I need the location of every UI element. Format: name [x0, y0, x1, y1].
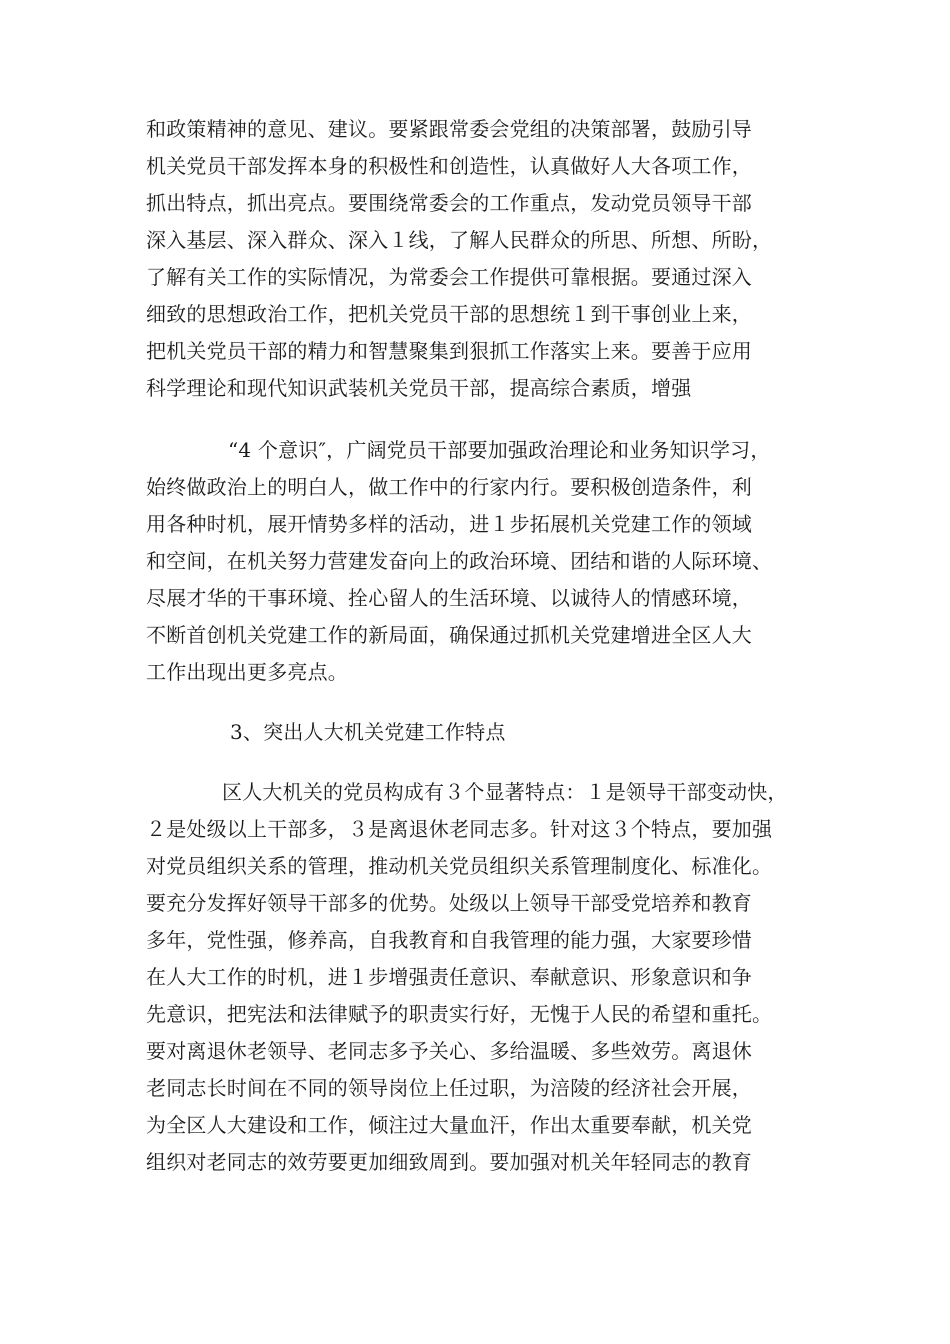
text-line: 深入基层、深入群众、深入１线，了解人民群众的所思、所想、所盼，	[146, 228, 773, 252]
text-line: 工作出现出更多亮点。	[146, 660, 348, 684]
text-line: 科学理论和现代知识武装机关党员干部，提高综合素质，增强	[146, 376, 692, 400]
text-line: 和空间，在机关努力营建发奋向上的政治环境、团结和谐的人际环境、	[146, 549, 773, 573]
text-line: 抓出特点，抓出亮点。要围绕常委会的工作重点，发动党员领导干部	[146, 191, 752, 215]
text-line: 老同志长时间在不同的领导岗位上任过职，为涪陵的经济社会开展，	[146, 1076, 752, 1100]
section-heading: 3、突出人大机关党建工作特点	[230, 720, 506, 744]
text-line: 把机关党员干部的精力和智慧聚集到狠抓工作落实上来。要善于应用	[146, 339, 752, 363]
text-line: 不断首创机关党建工作的新局面，确保通过抓机关党建增进全区人大	[146, 623, 752, 647]
text-line: 先意识，把宪法和法律赋予的职责实行好，无愧于人民的希望和重托。	[146, 1002, 773, 1026]
text-line: 组织对老同志的效劳要更加细致周到。要加强对机关年轻同志的教育	[146, 1150, 752, 1174]
text-line: 细致的思想政治工作，把机关党员干部的思想统１到干事创业上来，	[146, 302, 752, 326]
text-line: “4 个意识″，广阔党员干部要加强政治理论和业务知识学习，	[228, 438, 771, 462]
text-line: 区人大机关的党员构成有３个显著特点：１是领导干部变动快，	[222, 780, 788, 804]
text-line: 尽展才华的干事环境、拴心留人的生活环境、以诚待人的情感环境，	[146, 586, 752, 610]
text-line: 用各种时机，展开情势多样的活动，进１步拓展机关党建工作的领域	[146, 512, 752, 536]
text-line: 对党员组织关系的管理，推动机关党员组织关系管理制度化、标准化。	[146, 854, 773, 878]
text-line: 要对离退休老领导、老同志多予关心、多给温暖、多些效劳。离退休	[146, 1039, 752, 1063]
text-line: ２是处级以上干部多，３是离退休老同志多。针对这３个特点，要加强	[146, 817, 773, 841]
text-line: 要充分发挥好领导干部多的优势。处级以上领导干部受党培养和教育	[146, 891, 752, 915]
text-line: 为全区人大建设和工作，倾注过大量血汗，作出太重要奉献，机关党	[146, 1113, 752, 1137]
text-line: 多年，党性强，修养高，自我教育和自我管理的能力强，大家要珍惜	[146, 928, 752, 952]
text-line: 机关党员干部发挥本身的积极性和创造性，认真做好人大各项工作，	[146, 154, 752, 178]
text-line: 和政策精神的意见、建议。要紧跟常委会党组的决策部署，鼓励引导	[146, 117, 752, 141]
text-line: 始终做政治上的明白人，做工作中的行家内行。要积极创造条件，利	[146, 475, 752, 499]
text-line: 了解有关工作的实际情况，为常委会工作提供可靠根据。要通过深入	[146, 265, 752, 289]
text-line: 在人大工作的时机，进１步增强责任意识、奉献意识、形象意识和争	[146, 965, 752, 989]
